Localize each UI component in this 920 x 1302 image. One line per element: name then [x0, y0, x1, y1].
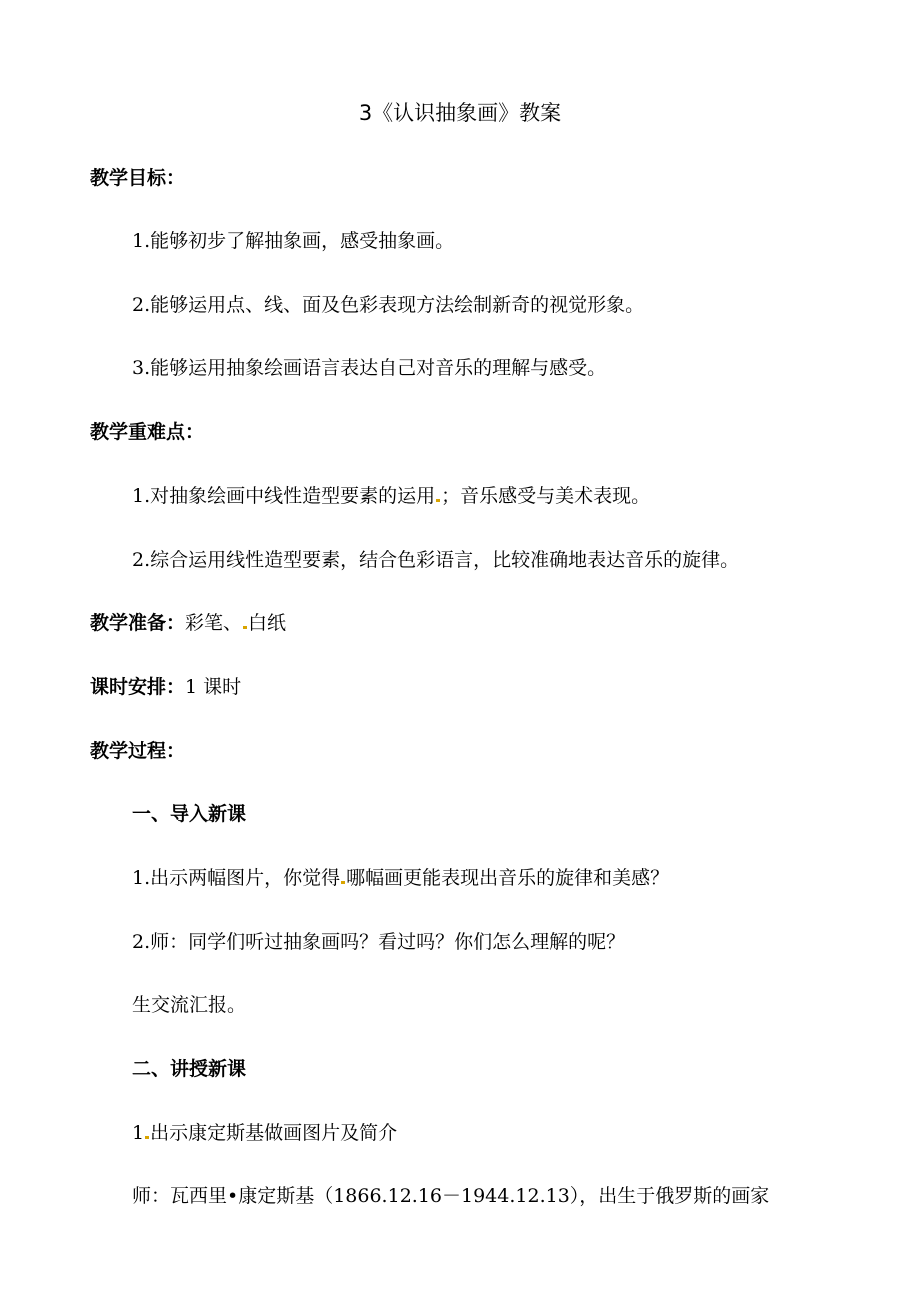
preparation-label: 教学准备： — [90, 612, 186, 634]
section-2-item-1 — [132, 1120, 397, 1146]
preparation-value-a: 彩笔、 — [185, 612, 243, 634]
highlight-mark — [145, 1136, 149, 1139]
section-2-item-1-number: 1 — [132, 1122, 145, 1144]
highlight-mark — [243, 626, 247, 629]
section-1-item-2: 2.师：同学们听过抽象画吗？看过吗？你们怎么理解的呢？ — [132, 931, 626, 953]
section-1-heading: 一、导入新课 — [132, 803, 247, 825]
schedule-value: 1 课时 — [185, 676, 242, 698]
section-1-item-3: 生交流汇报。 — [132, 994, 247, 1016]
key-point-item-1-text-b: ；音乐感受与美术表现。 — [441, 485, 651, 507]
key-point-item-1-text-a: 1.对抽象绘画中线性造型要素的运用 — [132, 485, 436, 507]
section-1-item-1-text-b: 哪幅画更能表现出音乐的旋律和美感？ — [346, 867, 670, 889]
objectives-heading: 教学目标： — [90, 167, 186, 189]
preparation-value-b: 白纸 — [248, 612, 287, 634]
schedule-label: 课时安排： — [90, 676, 186, 698]
key-points-heading: 教学重难点： — [90, 421, 205, 443]
highlight-mark — [341, 881, 345, 884]
schedule-line — [90, 674, 241, 700]
key-point-item-2: 2.综合运用线性造型要素，结合色彩语言，比较准确地表达音乐的旋律。 — [132, 549, 740, 571]
highlight-mark — [436, 499, 440, 502]
objective-item-1: 1.能够初步了解抽象画，感受抽象画。 — [132, 230, 455, 252]
section-2-item-1-text: 出示康定斯基做画图片及简介 — [150, 1122, 398, 1144]
process-heading: 教学过程： — [90, 740, 186, 762]
objective-item-2: 2.能够运用点、线、面及色彩表现方法绘制新奇的视觉形象。 — [132, 294, 645, 316]
preparation-line — [90, 610, 286, 636]
objective-item-3: 3.能够运用抽象绘画语言表达自己对音乐的理解与感受。 — [132, 357, 607, 379]
section-2-heading: 二、讲授新课 — [132, 1058, 247, 1080]
key-point-item-1 — [132, 483, 650, 509]
document-title: 3《认识抽象画》教案 — [358, 101, 562, 125]
section-1-item-1 — [132, 865, 669, 891]
section-1-item-1-text-a: 1.出示两幅图片，你觉得 — [132, 867, 341, 889]
section-2-item-2: 师：瓦西里•康定斯基（1866.12.16－1944.12.13），出生于俄罗斯的画家 — [132, 1185, 770, 1207]
